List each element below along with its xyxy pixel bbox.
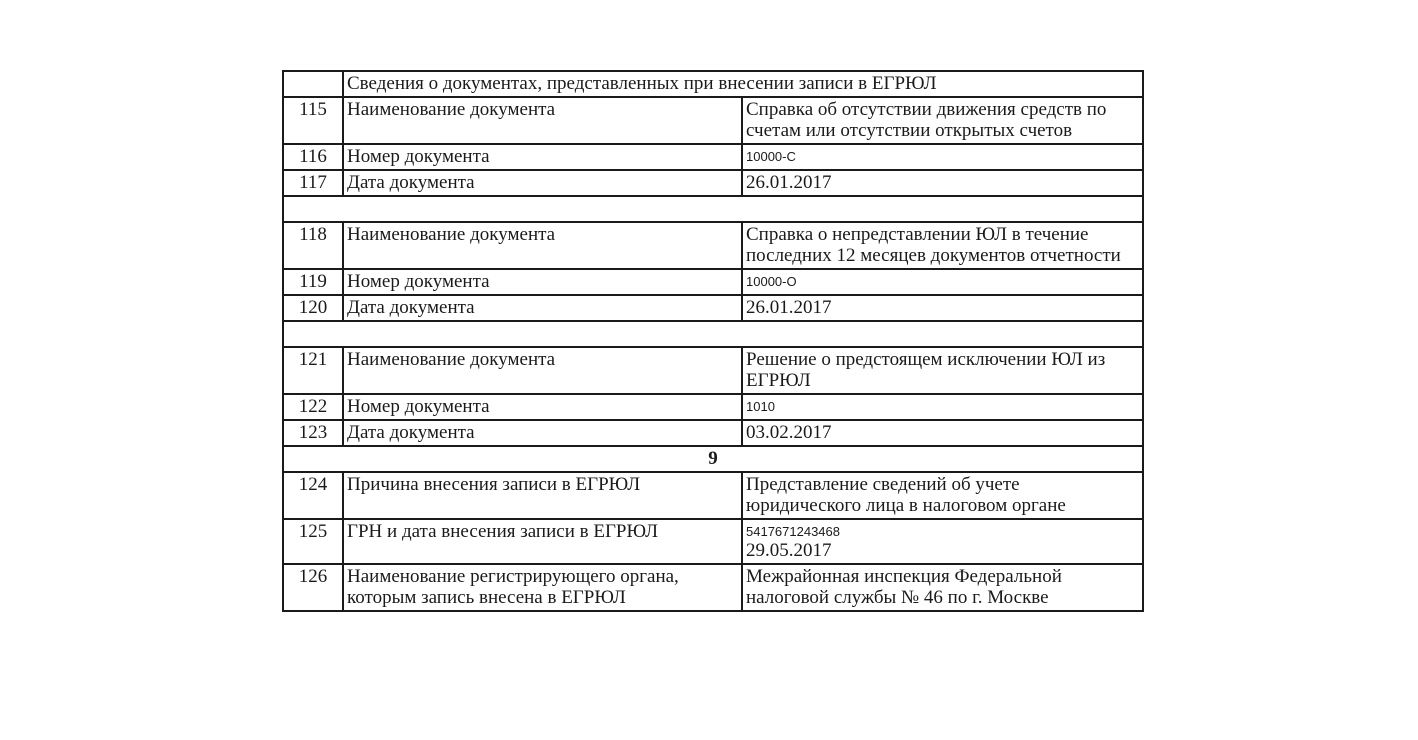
row-value: 03.02.2017 xyxy=(742,420,1143,446)
spacer-row xyxy=(283,321,1143,347)
spacer-cell xyxy=(283,196,1143,222)
table-row xyxy=(283,144,1143,170)
row-number: 124 xyxy=(283,472,343,519)
section-header-title: Сведения о документах, представленных при внесении записи в ЕГРЮЛ xyxy=(343,71,1143,97)
row-label: Наименование документа xyxy=(343,347,742,394)
row-value: Представление сведений об учете юридического лица в налоговом органе xyxy=(742,472,1143,519)
row-value: 10000-С xyxy=(742,144,1143,170)
row-value: 26.01.2017 xyxy=(742,170,1143,196)
row-number: 126 xyxy=(283,564,343,611)
row-label: Причина внесения записи в ЕГРЮЛ xyxy=(343,472,742,519)
row-number: 122 xyxy=(283,394,343,420)
row-number: 118 xyxy=(283,222,343,269)
row-number: 120 xyxy=(283,295,343,321)
row-label: Номер документа xyxy=(343,394,742,420)
table-row xyxy=(283,420,1143,446)
row-label: Наименование документа xyxy=(343,97,742,144)
table-row xyxy=(283,269,1143,295)
table-row xyxy=(283,472,1143,519)
table-row xyxy=(283,295,1143,321)
row-value: Решение о предстоящем исключении ЮЛ из ЕГРЮЛ xyxy=(742,347,1143,394)
row-value: Справка о непредставлении ЮЛ в течение последних 12 месяцев документов отчетности xyxy=(742,222,1143,269)
entry-date: 29.05.2017 xyxy=(746,540,832,561)
row-number: 125 xyxy=(283,519,343,564)
grn-date-cell xyxy=(742,519,1143,564)
row-number: 121 xyxy=(283,347,343,394)
row-label: Дата документа xyxy=(343,170,742,196)
table-row xyxy=(283,170,1143,196)
row-label: Номер документа xyxy=(343,269,742,295)
row-number: 117 xyxy=(283,170,343,196)
table-header-row xyxy=(283,71,1143,97)
table-row xyxy=(283,519,1143,564)
row-number: 115 xyxy=(283,97,343,144)
table-row xyxy=(283,347,1143,394)
spacer-cell xyxy=(283,321,1143,347)
row-number: 116 xyxy=(283,144,343,170)
row-value: 26.01.2017 xyxy=(742,295,1143,321)
table-row xyxy=(283,564,1143,611)
row-value: Справка об отсутствии движения средств по счетам или отсутствии открытых счетов xyxy=(742,97,1143,144)
row-number: 119 xyxy=(283,269,343,295)
header-num-cell xyxy=(283,71,343,97)
row-number: 123 xyxy=(283,420,343,446)
row-label: Наименование документа xyxy=(343,222,742,269)
table-row xyxy=(283,222,1143,269)
row-label: Дата документа xyxy=(343,295,742,321)
row-label: Наименование регистрирующего органа, которым запись внесена в ЕГРЮЛ xyxy=(343,564,742,611)
row-label: Номер документа xyxy=(343,144,742,170)
row-label: ГРН и дата внесения записи в ЕГРЮЛ xyxy=(343,519,742,564)
row-value: 1010 xyxy=(742,394,1143,420)
row-label: Дата документа xyxy=(343,420,742,446)
egrul-document-table xyxy=(282,70,1144,612)
section-number-row xyxy=(283,446,1143,472)
grn-number: 5417671243468 xyxy=(746,524,840,539)
row-value: Межрайонная инспекция Федеральной налоговой службы № 46 по г. Москве xyxy=(742,564,1143,611)
row-value: 10000-О xyxy=(742,269,1143,295)
spacer-row xyxy=(283,196,1143,222)
table-row xyxy=(283,394,1143,420)
table-row xyxy=(283,97,1143,144)
section-number: 9 xyxy=(283,446,1143,472)
